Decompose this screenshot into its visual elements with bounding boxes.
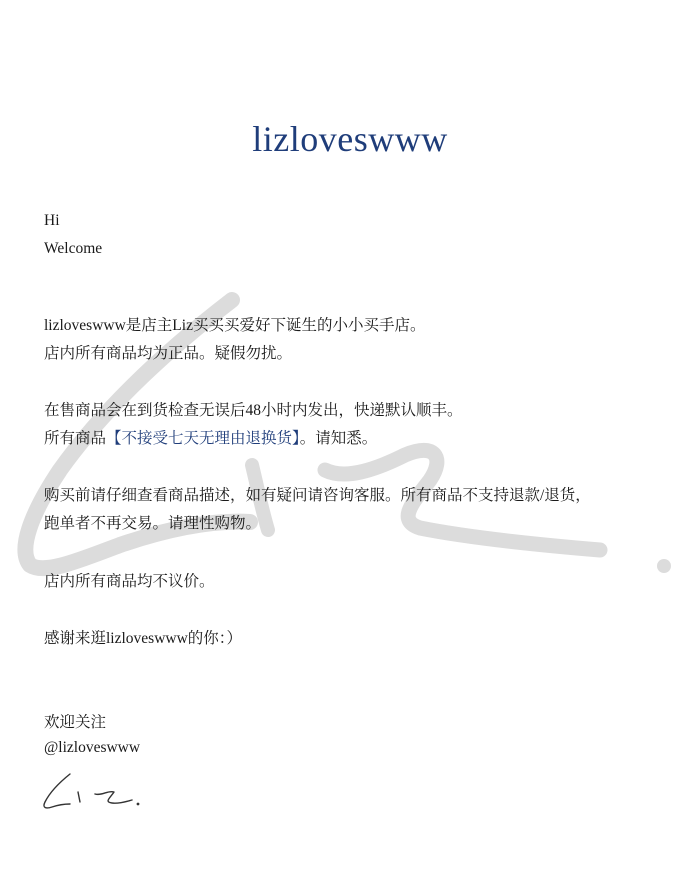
rules-line-2: 跑单者不再交易。请理性购物。 <box>44 515 262 532</box>
shipping-line: 在售商品会在到货检查无误后48小时内发出，快递默认顺丰。 <box>44 402 463 419</box>
intro-line-2: 店内所有商品均为正品。疑假勿扰。 <box>44 345 293 362</box>
greeting-welcome: Welcome <box>44 240 103 257</box>
greeting-hi: Hi <box>44 212 60 229</box>
signature-mark <box>40 770 150 815</box>
follow-label: 欢迎关注 <box>44 714 107 731</box>
return-policy-line <box>44 429 377 449</box>
store-title: lizloveswww <box>252 119 448 159</box>
price-policy-line: 店内所有商品均不议价。 <box>44 573 215 590</box>
account-handle: @lizloveswww <box>44 739 141 756</box>
policy-suffix: 。请知悉。 <box>299 430 378 447</box>
thanks-line: 感谢来逛lizloveswww的你：） <box>44 630 243 647</box>
no-return-notice: 【不接受七天无理由退换货】 <box>106 430 300 447</box>
intro-line-1: lizloveswww是店主Liz买买买爱好下诞生的小小买手店。 <box>44 317 426 334</box>
rules-line-1: 购买前请仔细查看商品描述，如有疑问请咨询客服。所有商品不支持退款/退货， <box>44 487 591 504</box>
policy-prefix: 所有商品 <box>44 430 107 447</box>
